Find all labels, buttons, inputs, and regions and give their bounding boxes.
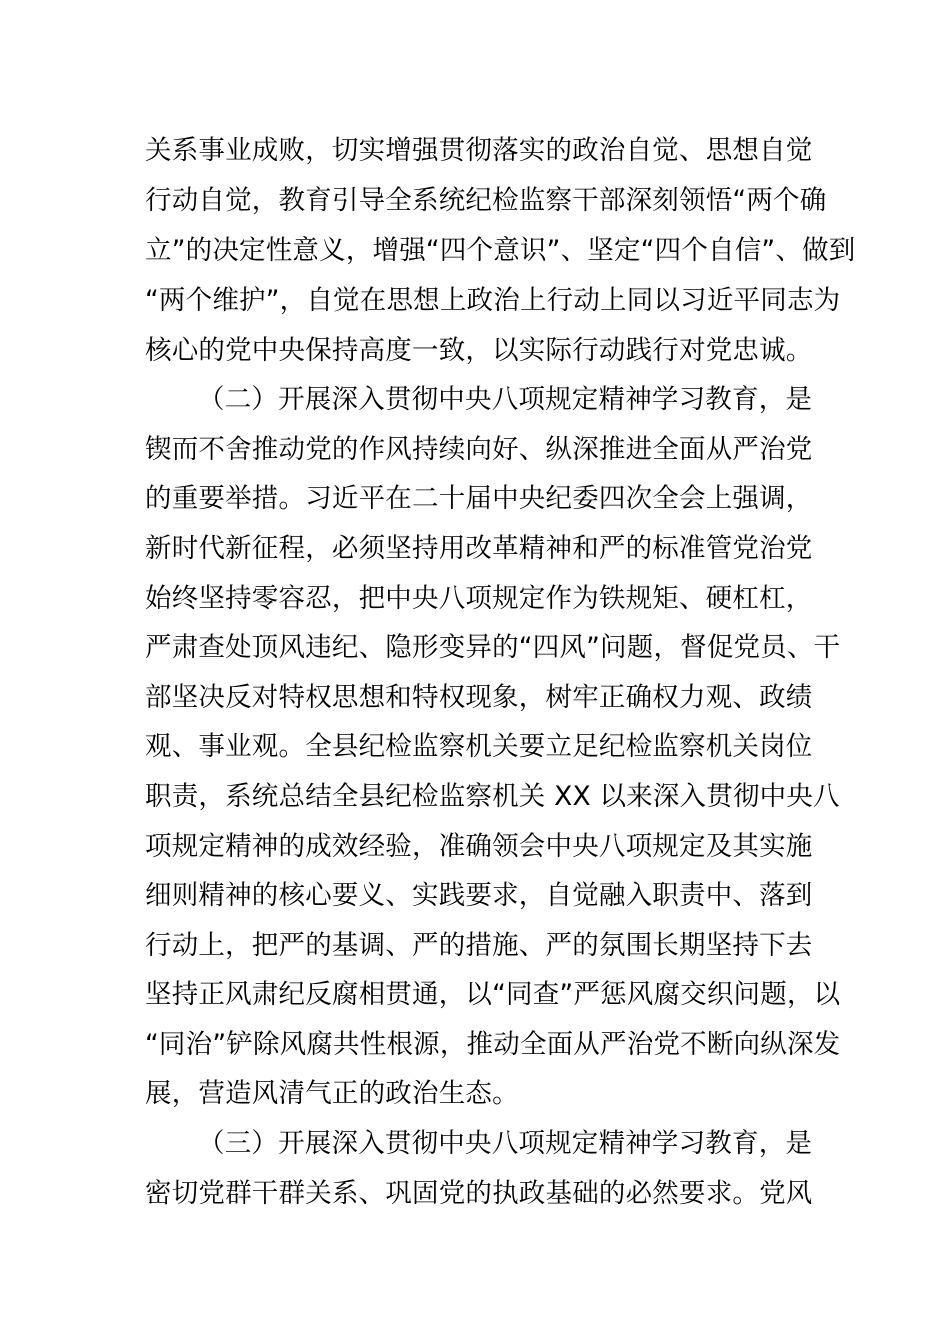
body-text-line-14: 职责，系统总结全县纪检监察机关 XX 以来深入贯彻中央八 (145, 781, 840, 812)
body-text-line-3: 立”的决定性意义，增强“四个意识”、坚定“四个自信”、做到 (145, 235, 856, 266)
body-text-line-8: 的重要举措。习近平在二十届中央纪委四次全会上强调， (145, 483, 813, 514)
body-text-line-10: 始终坚持零容忍，把中央八项规定作为铁规矩、硬杠杠， (145, 583, 813, 614)
body-text-line-11: 严肃查处顶风违纪、隐形变异的“四风”问题，督促党员、干 (145, 632, 841, 663)
paragraph-heading-2: （二）开展深入贯彻中央八项规定精神学习教育，是 (198, 384, 813, 415)
body-text-line-13: 观、事业观。全县纪检监察机关要立足纪检监察机关岗位 (145, 731, 813, 762)
body-text-line-4: “两个维护”，自觉在思想上政治上行动上同以习近平同志为 (145, 285, 841, 316)
body-text-line-20: 展，营造风清气正的政治生态。 (145, 1078, 519, 1109)
body-text-line-7: 锲而不舍推动党的作风持续向好、纵深推进全面从严治党 (145, 434, 813, 465)
paragraph-heading-3: （三）开展深入贯彻中央八项规定精神学习教育，是 (198, 1128, 813, 1159)
body-text-line-16: 细则精神的核心要义、实践要求，自觉融入职责中、落到 (145, 880, 813, 911)
body-text-line-19: “同治”铲除风腐共性根源，推动全面从严治党不断向纵深发 (145, 1029, 841, 1060)
body-text-line-18: 坚持正风肃纪反腐相贯通，以“同查”严惩风腐交织问题，以 (145, 979, 841, 1010)
body-text-line-9: 新时代新征程，必须坚持用改革精神和严的标准管党治党 (145, 533, 813, 564)
body-text-line-2: 行动自觉，教育引导全系统纪检监察干部深刻领悟“两个确 (145, 185, 827, 216)
body-text-line-22: 密切党群干群关系、巩固党的执政基础的必然要求。党风 (145, 1178, 813, 1209)
body-text-line-17: 行动上，把严的基调、严的措施、严的氛围长期坚持下去 (145, 930, 813, 961)
body-text-line-1: 关系事业成败，切实增强贯彻落实的政治自觉、思想自觉 (145, 135, 813, 166)
body-text-line-15: 项规定精神的成效经验，准确领会中央八项规定及其实施 (145, 831, 813, 862)
body-text-line-12: 部坚决反对特权思想和特权现象，树牢正确权力观、政绩 (145, 682, 813, 713)
body-text-line-5: 核心的党中央保持高度一致，以实际行动践行对党忠诚。 (145, 335, 813, 366)
